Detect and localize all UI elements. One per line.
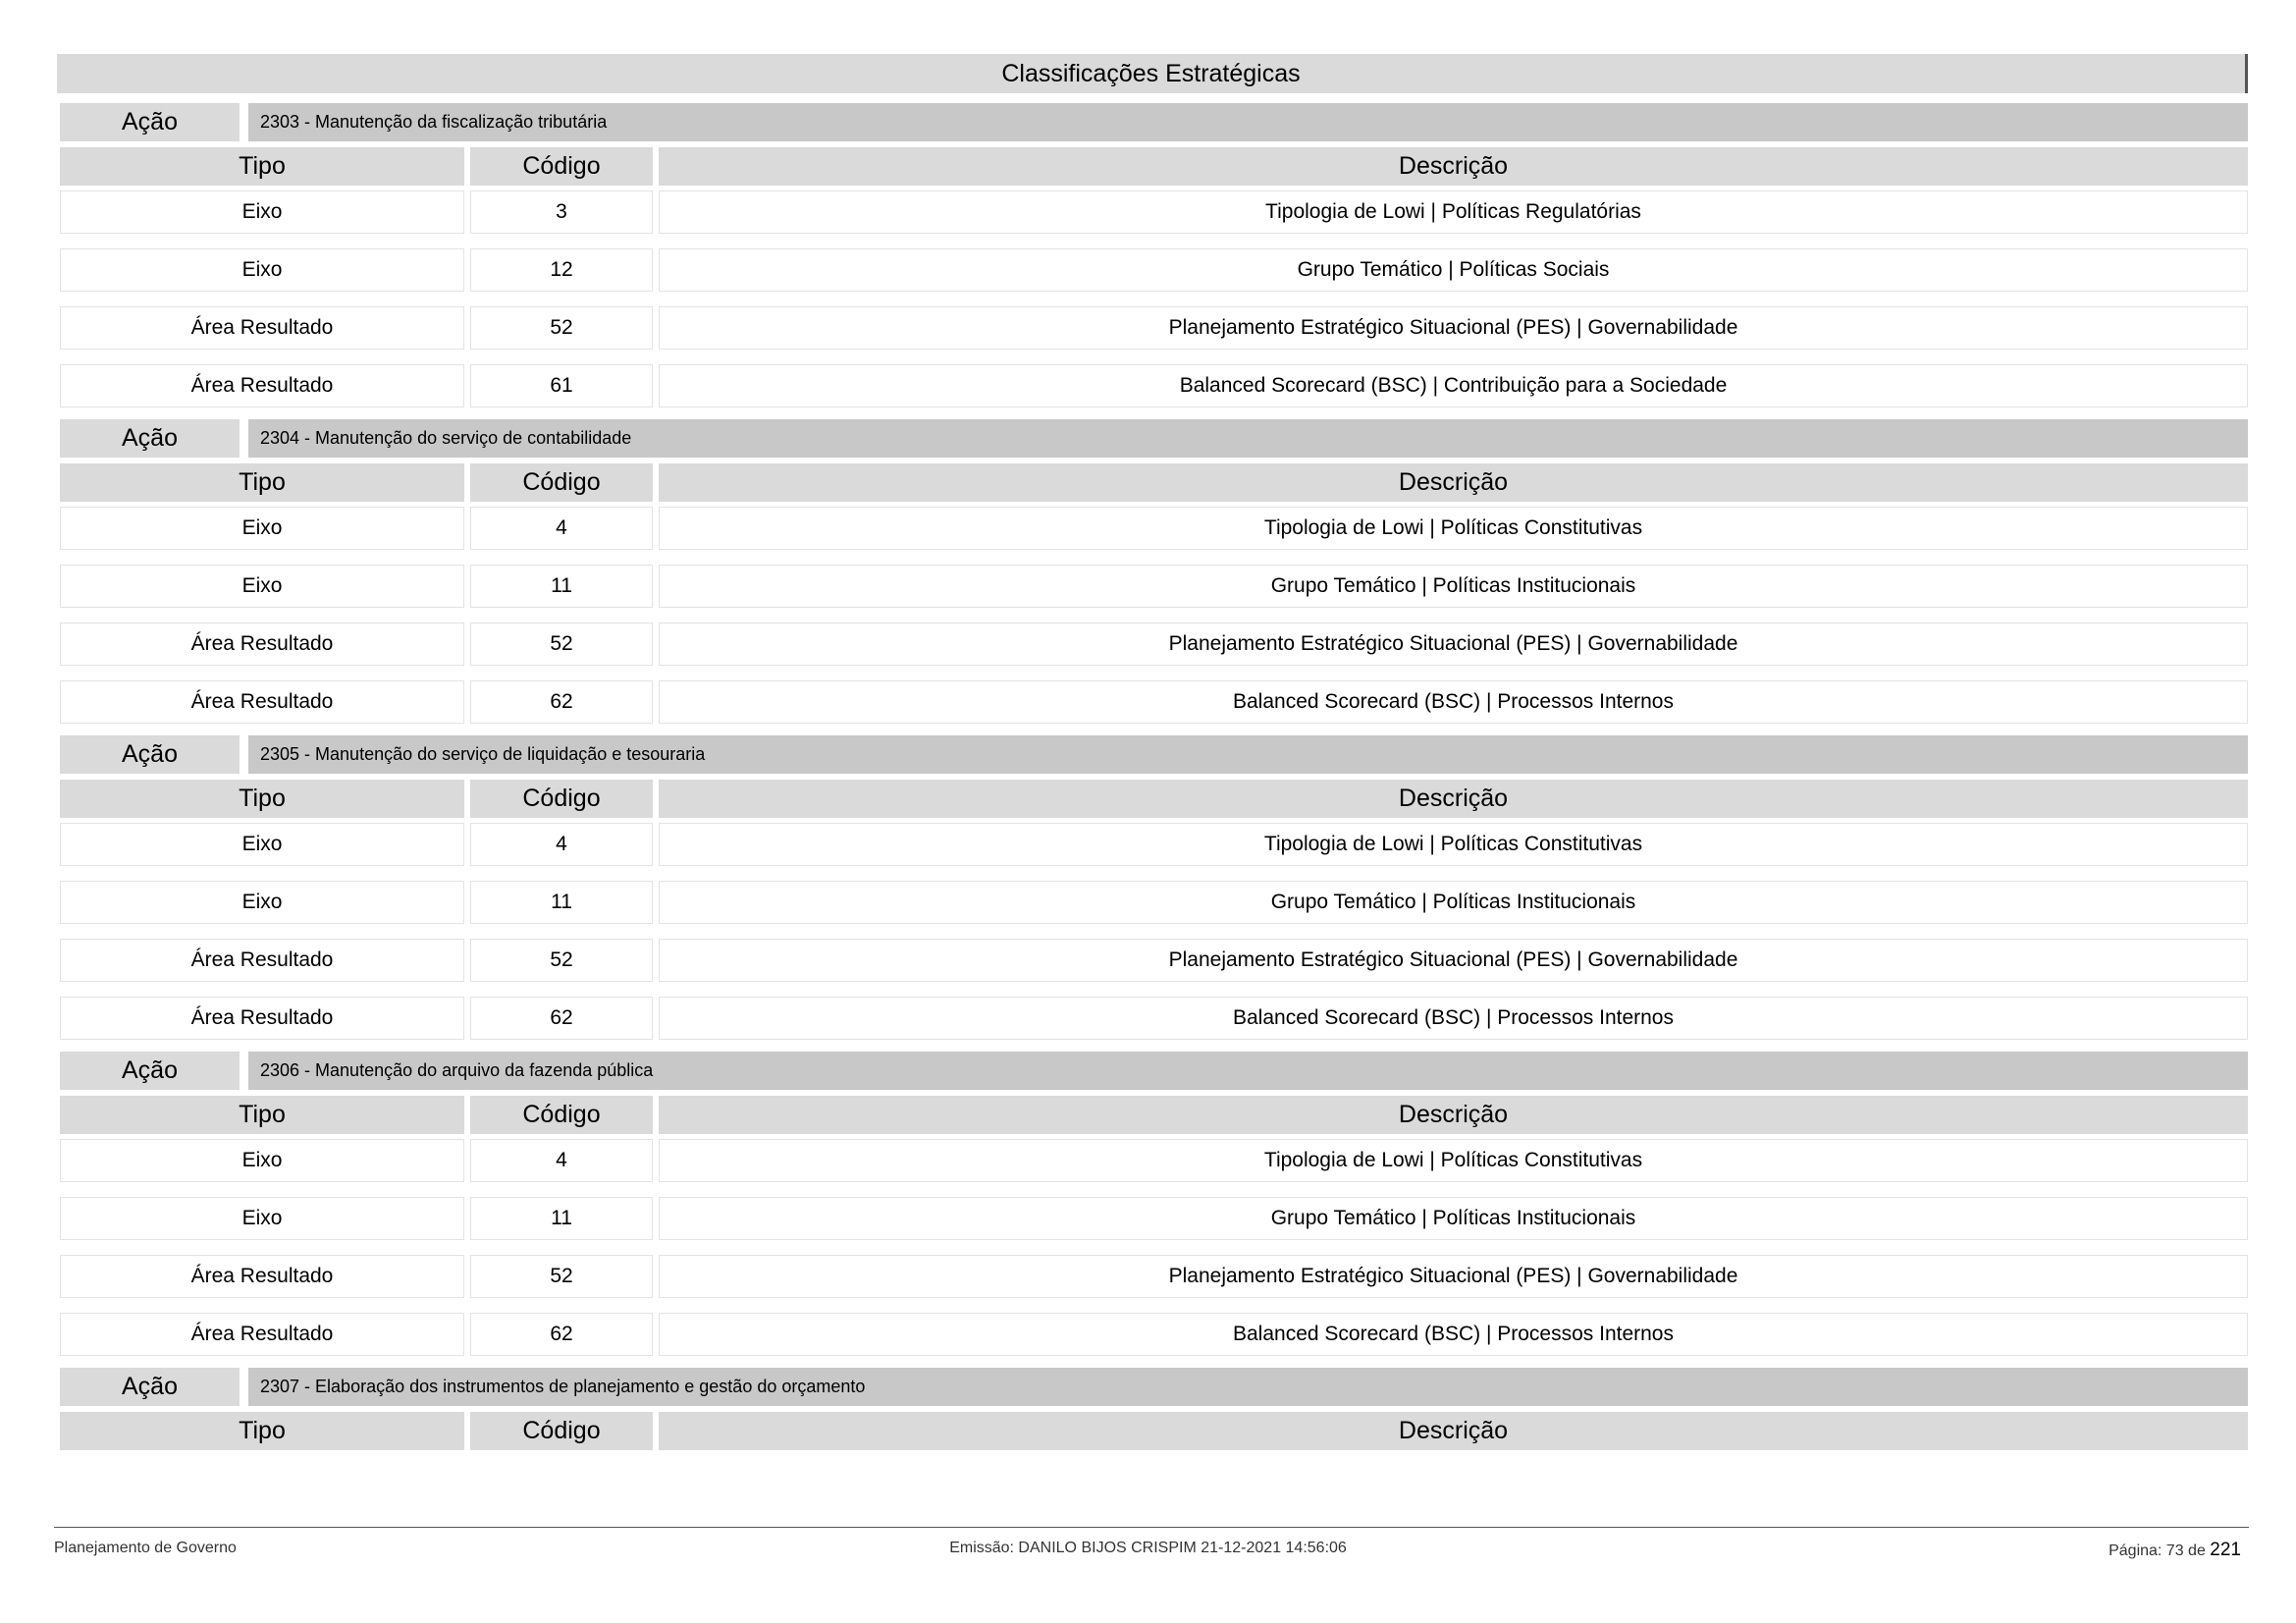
- cell-tipo: Eixo: [60, 507, 464, 550]
- acoes-list: [57, 103, 2248, 1450]
- cell-descricao: Planejamento Estratégico Situacional (PES) | Governabilidade: [659, 1255, 2248, 1298]
- cell-codigo: 62: [470, 1313, 653, 1356]
- footer-emission: Emissão: DANILO BIJOS CRISPIM 21-12-2021 14:56:06: [949, 1540, 1347, 1556]
- acao-header: [57, 103, 2248, 141]
- cell-tipo: Eixo: [60, 1197, 464, 1240]
- cell-descricao: Tipologia de Lowi | Políticas Constitutivas: [659, 507, 2248, 550]
- cell-codigo: 52: [470, 622, 653, 666]
- cell-tipo: Área Resultado: [60, 1313, 464, 1356]
- table-row: [57, 190, 2248, 234]
- cell-tipo: Área Resultado: [60, 306, 464, 350]
- footer-divider: [54, 1527, 2249, 1528]
- page-indicator: Página: 73 de: [2109, 1542, 2206, 1559]
- cell-descricao: Planejamento Estratégico Situacional (PES) | Governabilidade: [659, 306, 2248, 350]
- acao-section: [57, 1052, 2248, 1356]
- table-row: [57, 306, 2248, 350]
- header-descricao: Descrição: [659, 780, 2248, 818]
- table-row: [57, 622, 2248, 666]
- cell-codigo: 3: [470, 190, 653, 234]
- table-row: [57, 997, 2248, 1040]
- cell-tipo: Área Resultado: [60, 939, 464, 982]
- header-descricao: Descrição: [659, 147, 2248, 186]
- cell-descricao: Tipologia de Lowi | Políticas Regulatórias: [659, 190, 2248, 234]
- table-row: [57, 248, 2248, 292]
- acao-label: Ação: [60, 419, 240, 458]
- cell-codigo: 52: [470, 306, 653, 350]
- cell-codigo: 11: [470, 565, 653, 608]
- cell-tipo: Eixo: [60, 248, 464, 292]
- cell-descricao: Grupo Temático | Políticas Sociais: [659, 248, 2248, 292]
- table-header: [57, 147, 2248, 186]
- header-codigo: Código: [470, 463, 653, 502]
- header-tipo: Tipo: [60, 780, 464, 818]
- acao-header: [57, 1368, 2248, 1406]
- acao-header: [57, 1052, 2248, 1090]
- table-row: [57, 1313, 2248, 1356]
- cell-codigo: 62: [470, 997, 653, 1040]
- cell-descricao: Grupo Temático | Políticas Institucionais: [659, 565, 2248, 608]
- table-row: [57, 565, 2248, 608]
- cell-codigo: 4: [470, 823, 653, 866]
- header-descricao: Descrição: [659, 463, 2248, 502]
- cell-descricao: Grupo Temático | Políticas Institucionais: [659, 881, 2248, 924]
- table-row: [57, 939, 2248, 982]
- header-codigo: Código: [470, 780, 653, 818]
- cell-codigo: 4: [470, 1139, 653, 1182]
- header-codigo: Código: [470, 1096, 653, 1134]
- cell-descricao: Balanced Scorecard (BSC) | Contribuição para a Sociedade: [659, 364, 2248, 407]
- table-header: [57, 1412, 2248, 1450]
- page-title: Classificações Estratégicas: [57, 54, 2248, 93]
- acao-section: [57, 735, 2248, 1040]
- cell-descricao: Planejamento Estratégico Situacional (PES) | Governabilidade: [659, 622, 2248, 666]
- header-descricao: Descrição: [659, 1096, 2248, 1134]
- report-page: [57, 54, 2248, 1455]
- cell-tipo: Área Resultado: [60, 997, 464, 1040]
- header-tipo: Tipo: [60, 463, 464, 502]
- table-row: [57, 881, 2248, 924]
- page-total: 221: [2210, 1540, 2241, 1560]
- table-row: [57, 1139, 2248, 1182]
- cell-descricao: Tipologia de Lowi | Políticas Constitutivas: [659, 823, 2248, 866]
- cell-tipo: Área Resultado: [60, 680, 464, 724]
- acao-label: Ação: [60, 103, 240, 141]
- table-header: [57, 463, 2248, 502]
- cell-descricao: Balanced Scorecard (BSC) | Processos Internos: [659, 680, 2248, 724]
- acao-header: [57, 735, 2248, 774]
- header-tipo: Tipo: [60, 1096, 464, 1134]
- footer-app-name: Planejamento de Governo: [54, 1540, 237, 1556]
- cell-codigo: 11: [470, 1197, 653, 1240]
- header-codigo: Código: [470, 1412, 653, 1450]
- cell-tipo: Área Resultado: [60, 622, 464, 666]
- cell-descricao: Tipologia de Lowi | Políticas Constitutivas: [659, 1139, 2248, 1182]
- cell-tipo: Eixo: [60, 190, 464, 234]
- cell-codigo: 11: [470, 881, 653, 924]
- acao-title: 2306 - Manutenção do arquivo da fazenda pública: [248, 1052, 2248, 1090]
- acao-label: Ação: [60, 735, 240, 774]
- table-row: [57, 680, 2248, 724]
- table-row: [57, 364, 2248, 407]
- header-tipo: Tipo: [60, 147, 464, 186]
- cell-descricao: Planejamento Estratégico Situacional (PES) | Governabilidade: [659, 939, 2248, 982]
- table-row: [57, 507, 2248, 550]
- table-header: [57, 780, 2248, 818]
- acao-section: [57, 103, 2248, 407]
- acao-section: [57, 419, 2248, 724]
- cell-descricao: Grupo Temático | Políticas Institucionais: [659, 1197, 2248, 1240]
- cell-descricao: Balanced Scorecard (BSC) | Processos Internos: [659, 997, 2248, 1040]
- cell-codigo: 62: [470, 680, 653, 724]
- footer-pagination: [2109, 1540, 2241, 1561]
- cell-tipo: Área Resultado: [60, 364, 464, 407]
- cell-codigo: 52: [470, 939, 653, 982]
- table-row: [57, 1255, 2248, 1298]
- cell-descricao: Balanced Scorecard (BSC) | Processos Internos: [659, 1313, 2248, 1356]
- acao-label: Ação: [60, 1052, 240, 1090]
- cell-tipo: Área Resultado: [60, 1255, 464, 1298]
- acao-header: [57, 419, 2248, 458]
- acao-title: 2307 - Elaboração dos instrumentos de planejamento e gestão do orçamento: [248, 1368, 2248, 1406]
- acao-label: Ação: [60, 1368, 240, 1406]
- acao-title: 2305 - Manutenção do serviço de liquidação e tesouraria: [248, 735, 2248, 774]
- cell-tipo: Eixo: [60, 565, 464, 608]
- cell-tipo: Eixo: [60, 823, 464, 866]
- cell-codigo: 52: [470, 1255, 653, 1298]
- cell-codigo: 12: [470, 248, 653, 292]
- header-tipo: Tipo: [60, 1412, 464, 1450]
- table-row: [57, 1197, 2248, 1240]
- cell-tipo: Eixo: [60, 1139, 464, 1182]
- header-descricao: Descrição: [659, 1412, 2248, 1450]
- acao-title: 2304 - Manutenção do serviço de contabilidade: [248, 419, 2248, 458]
- table-header: [57, 1096, 2248, 1134]
- cell-tipo: Eixo: [60, 881, 464, 924]
- cell-codigo: 4: [470, 507, 653, 550]
- header-codigo: Código: [470, 147, 653, 186]
- acao-title: 2303 - Manutenção da fiscalização tributária: [248, 103, 2248, 141]
- table-row: [57, 823, 2248, 866]
- acao-section: [57, 1368, 2248, 1450]
- cell-codigo: 61: [470, 364, 653, 407]
